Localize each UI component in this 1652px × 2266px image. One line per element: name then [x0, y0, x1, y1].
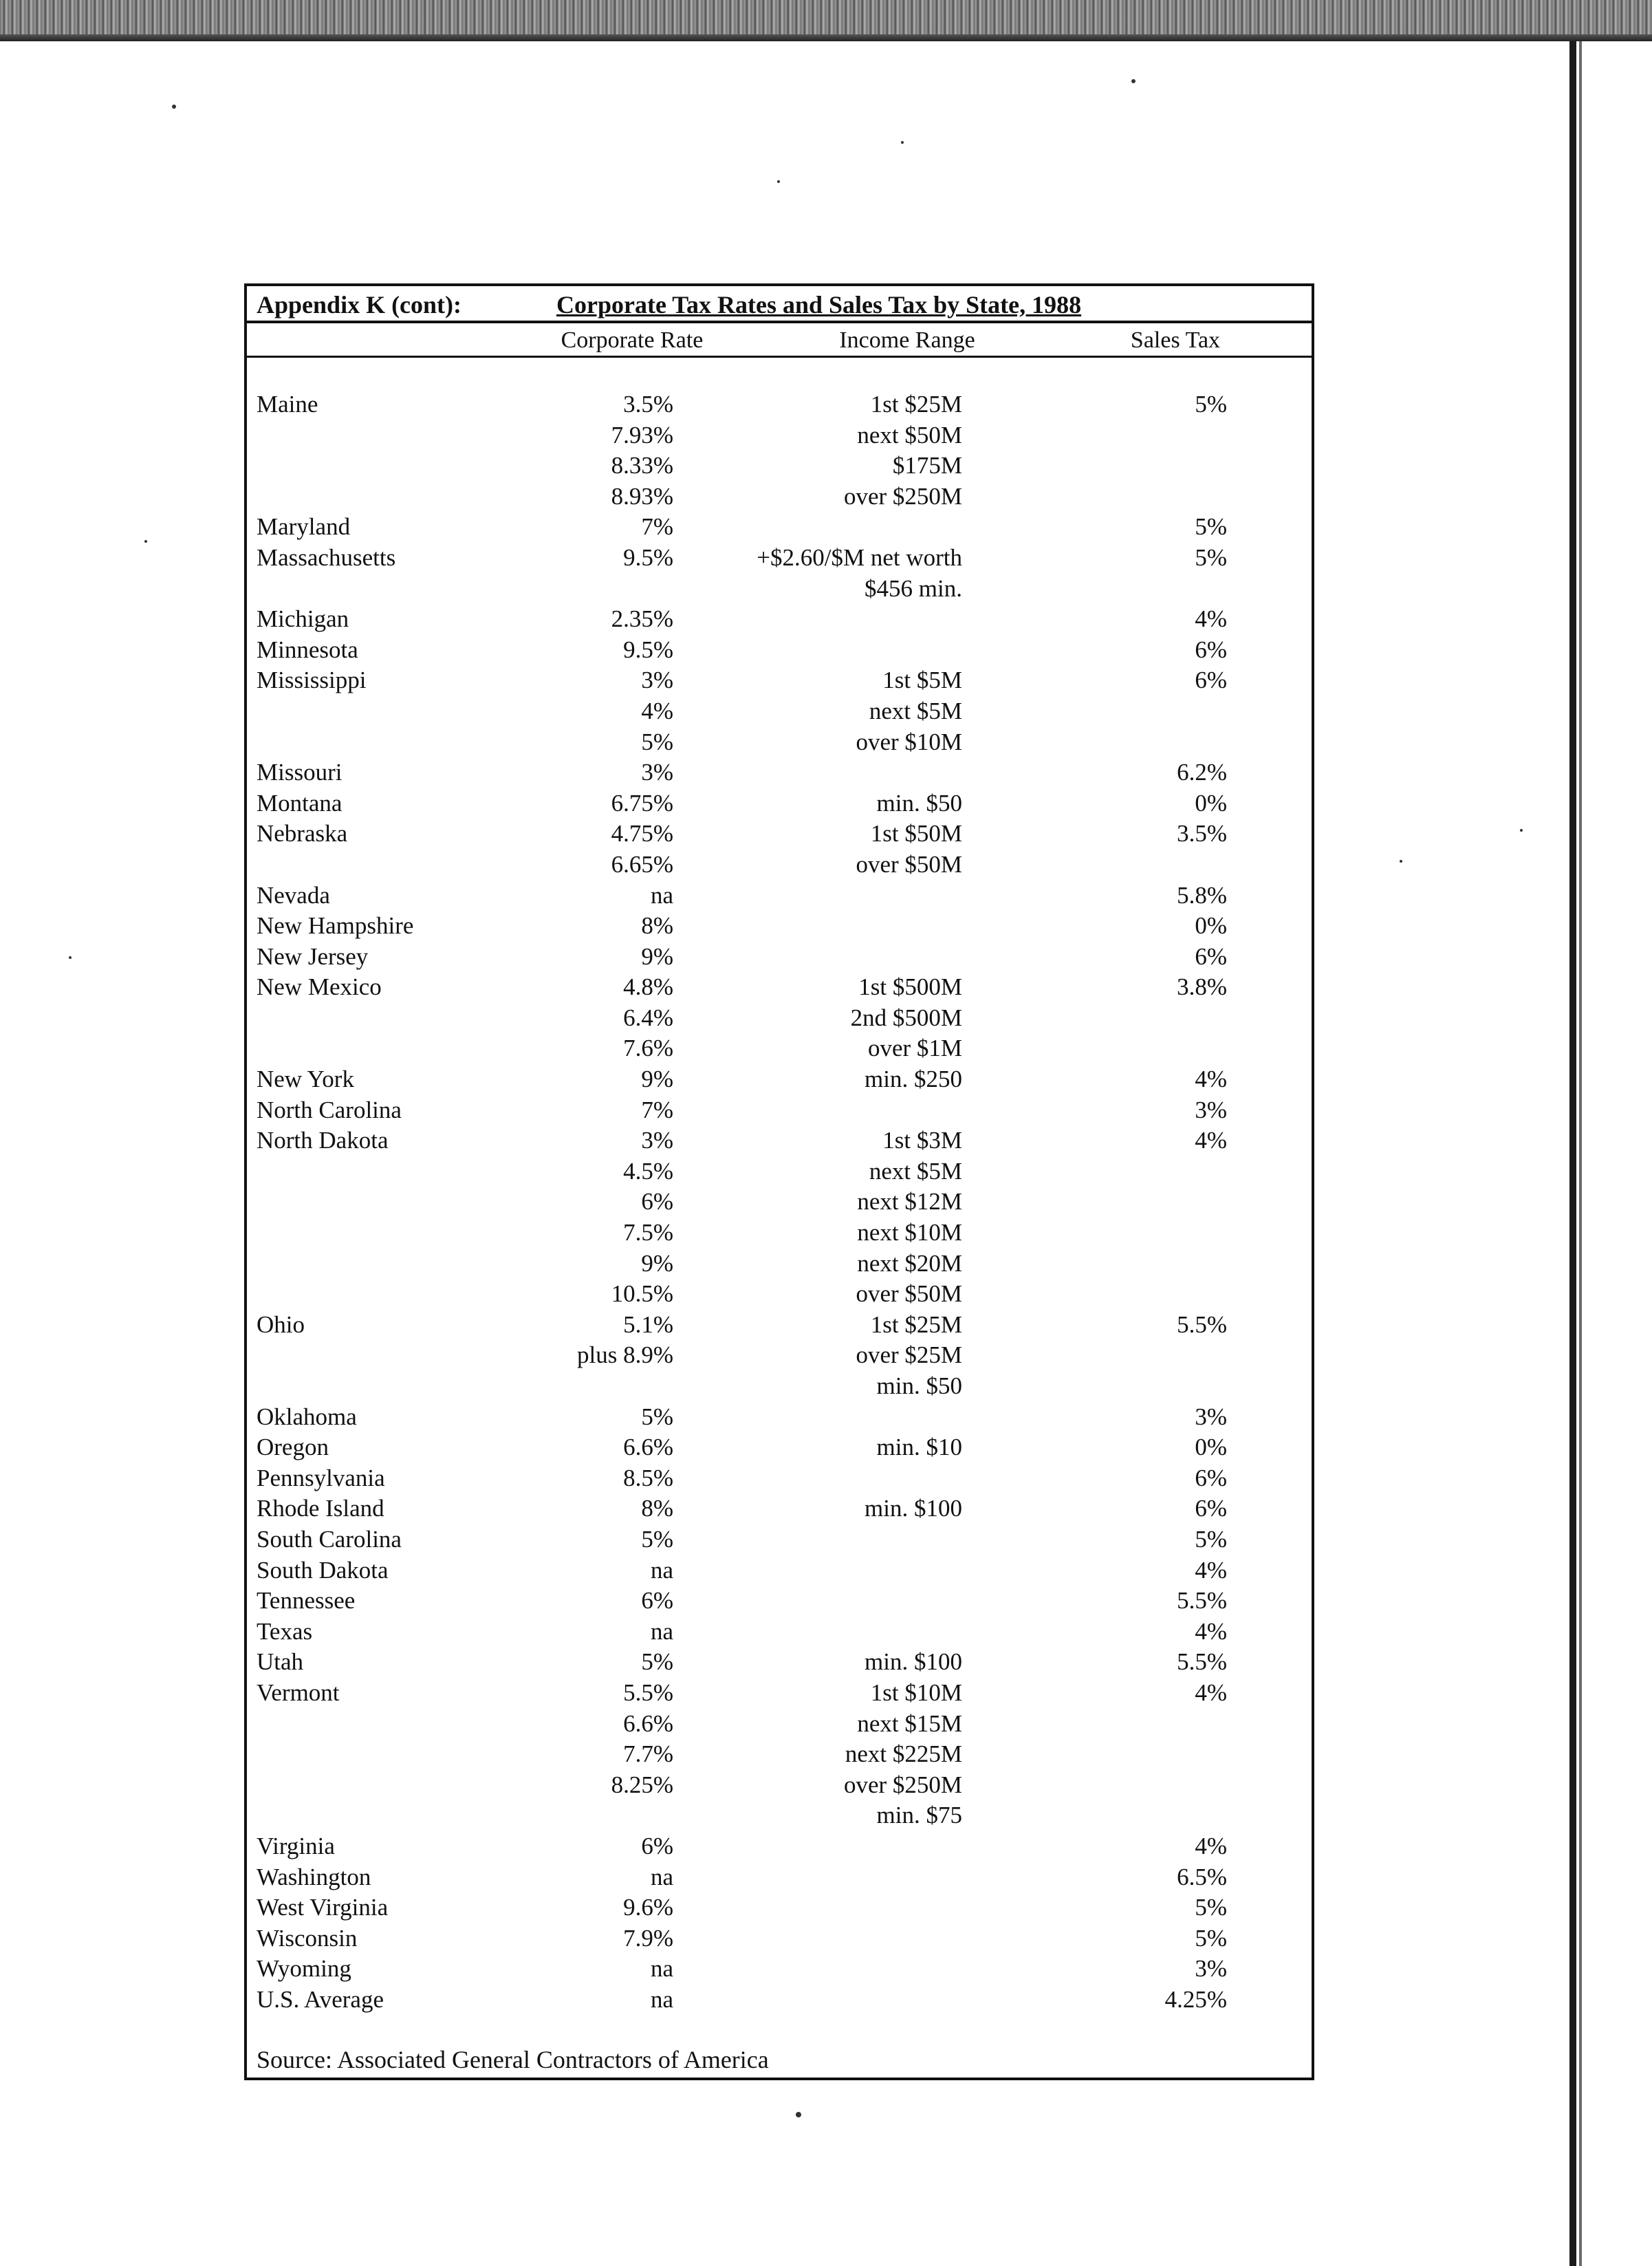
state-cell: Oklahoma [257, 1403, 357, 1430]
scan-top-border [0, 0, 1652, 41]
table-row [247, 850, 1312, 881]
state-cell: Oregon [257, 1434, 329, 1461]
corporate-rate-cell: 9% [641, 942, 673, 970]
scan-speck [796, 2112, 801, 2117]
state-cell: Rhode Island [257, 1495, 384, 1522]
corporate-rate-cell: 7% [641, 513, 673, 541]
header-income-range: Income Range [839, 327, 975, 353]
corporate-rate-cell: 6.4% [623, 1004, 673, 1031]
corporate-rate-cell: na [650, 1863, 673, 1890]
income-range-cell: 1st $50M [870, 820, 962, 848]
corporate-rate-cell: 5.5% [623, 1679, 673, 1706]
table-row [247, 819, 1312, 850]
corporate-rate-cell: 9.6% [623, 1894, 673, 1921]
table-row [247, 881, 1312, 911]
state-cell: North Dakota [257, 1127, 389, 1154]
table-row [247, 604, 1312, 635]
table-row [247, 1862, 1312, 1893]
table-row [247, 420, 1312, 451]
corporate-rate-cell: 5.1% [623, 1310, 673, 1338]
scan-speck [1520, 829, 1523, 832]
table-row [247, 1647, 1312, 1678]
state-cell: Missouri [257, 759, 343, 786]
sales-tax-cell: 3% [1195, 1403, 1227, 1430]
state-cell: Virginia [257, 1832, 335, 1859]
income-range-cell: min. $100 [865, 1495, 962, 1522]
corporate-rate-cell: 6.65% [611, 850, 673, 878]
table-row [247, 1432, 1312, 1463]
income-range-cell: min. $50 [876, 1372, 962, 1399]
source-note: Source: Associated General Contractors of America [257, 2046, 769, 2073]
table-row [247, 1003, 1312, 1034]
corporate-rate-cell: 7.93% [611, 421, 673, 449]
state-cell: South Dakota [257, 1556, 389, 1584]
state-cell: Washington [257, 1863, 371, 1890]
corporate-rate-cell: 7.5% [623, 1219, 673, 1247]
corporate-rate-cell: na [650, 1556, 673, 1584]
income-range-cell: min. $50 [876, 789, 962, 817]
sales-tax-cell: 0% [1195, 789, 1227, 817]
income-range-cell: over $250M [843, 1771, 962, 1798]
corporate-rate-cell: 6.6% [623, 1434, 673, 1461]
corporate-rate-cell: 6% [641, 1188, 673, 1216]
tax-table [244, 283, 1314, 2080]
table-row [247, 1709, 1312, 1740]
column-header-row [247, 325, 1312, 358]
corporate-rate-cell: 8.93% [611, 482, 673, 510]
state-cell: Wisconsin [257, 1924, 358, 1952]
income-range-cell: +$2.60/$M net worth [757, 543, 962, 571]
state-cell: Montana [257, 789, 343, 817]
corporate-rate-cell: 3.5% [623, 391, 673, 418]
table-row [247, 1310, 1312, 1341]
sales-tax-cell: 0% [1195, 912, 1227, 940]
corporate-rate-cell: na [650, 881, 673, 909]
table-row [247, 911, 1312, 942]
header-sales-tax: Sales Tax [1130, 327, 1221, 353]
sales-tax-cell: 6% [1195, 636, 1227, 663]
state-cell: Mississippi [257, 667, 367, 694]
sales-tax-cell: 4% [1195, 1066, 1227, 1093]
sales-tax-cell: 5.5% [1177, 1310, 1227, 1338]
state-cell: West Virginia [257, 1894, 389, 1921]
state-cell: Minnesota [257, 636, 358, 663]
income-range-cell: $175M [892, 452, 962, 479]
scan-right-edge [1569, 41, 1576, 2266]
table-row [247, 1586, 1312, 1617]
income-range-cell: over $50M [856, 1280, 962, 1308]
table-title-row [247, 286, 1312, 323]
income-range-cell: $456 min. [865, 574, 962, 602]
corporate-rate-cell: 9% [641, 1066, 673, 1093]
income-range-cell: 1st $3M [882, 1127, 962, 1154]
state-cell: New Hampshire [257, 912, 414, 940]
corporate-rate-cell: 3% [641, 759, 673, 786]
state-cell: North Carolina [257, 1096, 402, 1123]
table-row [247, 1033, 1312, 1064]
sales-tax-cell: 4% [1195, 1127, 1227, 1154]
corporate-rate-cell: 4.75% [611, 820, 673, 848]
corporate-rate-cell: 7% [641, 1096, 673, 1123]
state-cell: Pennsylvania [257, 1464, 385, 1491]
corporate-rate-cell: 5% [641, 1648, 673, 1676]
table-title: Corporate Tax Rates and Sales Tax by State, 1988 [556, 291, 1082, 319]
corporate-rate-cell: 9% [641, 1249, 673, 1277]
scan-speck [69, 956, 72, 959]
state-cell: Vermont [257, 1679, 340, 1706]
table-row [247, 1923, 1312, 1954]
sales-tax-cell: 6.5% [1177, 1863, 1227, 1890]
corporate-rate-cell: na [650, 1985, 673, 2013]
table-row [247, 1064, 1312, 1095]
corporate-rate-cell: na [650, 1617, 673, 1645]
scan-speck [901, 141, 904, 144]
table-row [247, 1770, 1312, 1801]
sales-tax-cell: 5% [1195, 1894, 1227, 1921]
table-row [247, 1739, 1312, 1770]
table-row [247, 482, 1312, 512]
income-range-cell: min. $250 [865, 1066, 962, 1093]
corporate-rate-cell: 6% [641, 1587, 673, 1615]
income-range-cell: next $12M [857, 1188, 962, 1216]
corporate-rate-cell: 9.5% [623, 543, 673, 571]
corporate-rate-cell: 10.5% [611, 1280, 673, 1308]
sales-tax-cell: 6% [1195, 667, 1227, 694]
table-row [247, 665, 1312, 696]
sales-tax-cell: 3% [1195, 1955, 1227, 1983]
income-range-cell: min. $10 [876, 1434, 962, 1461]
income-range-cell: next $10M [857, 1219, 962, 1247]
sales-tax-cell: 4% [1195, 1556, 1227, 1584]
table-row [247, 1524, 1312, 1555]
income-range-cell: next $5M [869, 1157, 962, 1185]
corporate-rate-cell: 8% [641, 912, 673, 940]
appendix-label: Appendix K (cont): [257, 291, 462, 319]
table-row [247, 389, 1312, 420]
sales-tax-cell: 6% [1195, 1464, 1227, 1491]
income-range-cell: over $250M [843, 482, 962, 510]
sales-tax-cell: 6% [1195, 1495, 1227, 1522]
scan-speck [777, 180, 780, 183]
income-range-cell: over $25M [856, 1341, 962, 1369]
corporate-rate-cell: 7.6% [623, 1035, 673, 1062]
income-range-cell: over $10M [856, 728, 962, 755]
income-range-cell: next $225M [845, 1740, 962, 1768]
sales-tax-cell: 5% [1195, 391, 1227, 418]
sales-tax-cell: 5% [1195, 1525, 1227, 1553]
income-range-cell: 1st $5M [882, 667, 962, 694]
state-cell: Wyoming [257, 1955, 351, 1983]
scan-speck [144, 540, 147, 543]
table-row [247, 1800, 1312, 1831]
corporate-rate-cell: 3% [641, 667, 673, 694]
table-row [247, 757, 1312, 788]
state-cell: Massachusetts [257, 543, 396, 571]
scan-speck [1400, 860, 1402, 863]
table-row [247, 543, 1312, 574]
table-row [247, 727, 1312, 758]
table-row [247, 942, 1312, 973]
corporate-rate-cell: 9.5% [623, 636, 673, 663]
sales-tax-cell: 4% [1195, 605, 1227, 633]
sales-tax-cell: 5% [1195, 513, 1227, 541]
sales-tax-cell: 5% [1195, 543, 1227, 571]
table-body [247, 389, 1312, 2015]
table-row [247, 451, 1312, 482]
sales-tax-cell: 3.5% [1177, 820, 1227, 848]
table-row [247, 512, 1312, 543]
state-cell: Maryland [257, 513, 351, 541]
corporate-rate-cell: 8.25% [611, 1771, 673, 1798]
sales-tax-cell: 5.5% [1177, 1648, 1227, 1676]
sales-tax-cell: 3.8% [1177, 973, 1227, 1001]
state-cell: Michigan [257, 605, 349, 633]
corporate-rate-cell: 4.8% [623, 973, 673, 1001]
corporate-rate-cell: 8.5% [623, 1464, 673, 1491]
scan-speck [1131, 79, 1135, 83]
income-range-cell: 1st $25M [870, 1310, 962, 1338]
state-cell: New Mexico [257, 973, 382, 1001]
sales-tax-cell: 4% [1195, 1832, 1227, 1859]
table-row [247, 1125, 1312, 1156]
table-row [247, 972, 1312, 1003]
table-row [247, 1402, 1312, 1433]
table-row [247, 1340, 1312, 1371]
income-range-cell: over $50M [856, 850, 962, 878]
income-range-cell: next $5M [869, 697, 962, 724]
sales-tax-cell: 6% [1195, 942, 1227, 970]
sales-tax-cell: 4% [1195, 1617, 1227, 1645]
income-range-cell: min. $100 [865, 1648, 962, 1676]
corporate-rate-cell: 7.7% [623, 1740, 673, 1768]
state-cell: South Carolina [257, 1525, 402, 1553]
table-row [247, 574, 1312, 605]
corporate-rate-cell: 2.35% [611, 605, 673, 633]
table-row [247, 1831, 1312, 1862]
corporate-rate-cell: 6% [641, 1832, 673, 1859]
income-range-cell: next $50M [857, 421, 962, 449]
scan-speck [172, 105, 176, 109]
corporate-rate-cell: 5% [641, 1525, 673, 1553]
state-cell: New Jersey [257, 942, 369, 970]
corporate-rate-cell: 5% [641, 1403, 673, 1430]
income-range-cell: over $1M [867, 1035, 962, 1062]
income-range-cell: next $15M [857, 1709, 962, 1737]
table-row [247, 1249, 1312, 1280]
table-row [247, 1555, 1312, 1586]
corporate-rate-cell: 4% [641, 697, 673, 724]
table-row [247, 1218, 1312, 1249]
income-range-cell: next $20M [857, 1249, 962, 1277]
table-row [247, 1493, 1312, 1524]
table-row [247, 1954, 1312, 1985]
sales-tax-cell: 3% [1195, 1096, 1227, 1123]
corporate-rate-cell: 3% [641, 1127, 673, 1154]
state-cell: Nevada [257, 881, 330, 909]
income-range-cell: min. $75 [876, 1802, 962, 1829]
table-row [247, 788, 1312, 819]
state-cell: Texas [257, 1617, 313, 1645]
corporate-rate-cell: 8% [641, 1495, 673, 1522]
corporate-rate-cell: 5% [641, 728, 673, 755]
table-row [247, 1892, 1312, 1923]
table-row [247, 696, 1312, 727]
table-row [247, 635, 1312, 666]
state-cell: Tennessee [257, 1587, 356, 1615]
sales-tax-cell: 0% [1195, 1434, 1227, 1461]
corporate-rate-cell: plus 8.9% [577, 1341, 673, 1369]
corporate-rate-cell: na [650, 1955, 673, 1983]
header-corporate-rate: Corporate Rate [561, 327, 704, 353]
table-row [247, 1985, 1312, 2016]
income-range-cell: 2nd $500M [850, 1004, 962, 1031]
table-row [247, 1279, 1312, 1310]
scan-right-edge-shadow [1579, 41, 1582, 2266]
sales-tax-cell: 5.8% [1177, 881, 1227, 909]
sales-tax-cell: 6.2% [1177, 759, 1227, 786]
state-cell: Ohio [257, 1310, 305, 1338]
table-row [247, 1187, 1312, 1218]
sales-tax-cell: 4% [1195, 1679, 1227, 1706]
corporate-rate-cell: 4.5% [623, 1157, 673, 1185]
income-range-cell: 1st $10M [870, 1679, 962, 1706]
sales-tax-cell: 5% [1195, 1924, 1227, 1952]
table-row [247, 1156, 1312, 1187]
corporate-rate-cell: 6.75% [611, 789, 673, 817]
corporate-rate-cell: 7.9% [623, 1924, 673, 1952]
state-cell: U.S. Average [257, 1985, 384, 2013]
corporate-rate-cell: 8.33% [611, 452, 673, 479]
sales-tax-cell: 5.5% [1177, 1587, 1227, 1615]
state-cell: New York [257, 1066, 354, 1093]
table-row [247, 1095, 1312, 1126]
sales-tax-cell: 4.25% [1164, 1985, 1227, 2013]
table-row [247, 1371, 1312, 1402]
table-row [247, 1463, 1312, 1494]
state-cell: Nebraska [257, 820, 348, 848]
state-cell: Maine [257, 391, 318, 418]
income-range-cell: 1st $500M [858, 973, 962, 1001]
table-row [247, 1617, 1312, 1648]
table-row [247, 1678, 1312, 1709]
income-range-cell: 1st $25M [870, 391, 962, 418]
corporate-rate-cell: 6.6% [623, 1709, 673, 1737]
state-cell: Utah [257, 1648, 304, 1676]
